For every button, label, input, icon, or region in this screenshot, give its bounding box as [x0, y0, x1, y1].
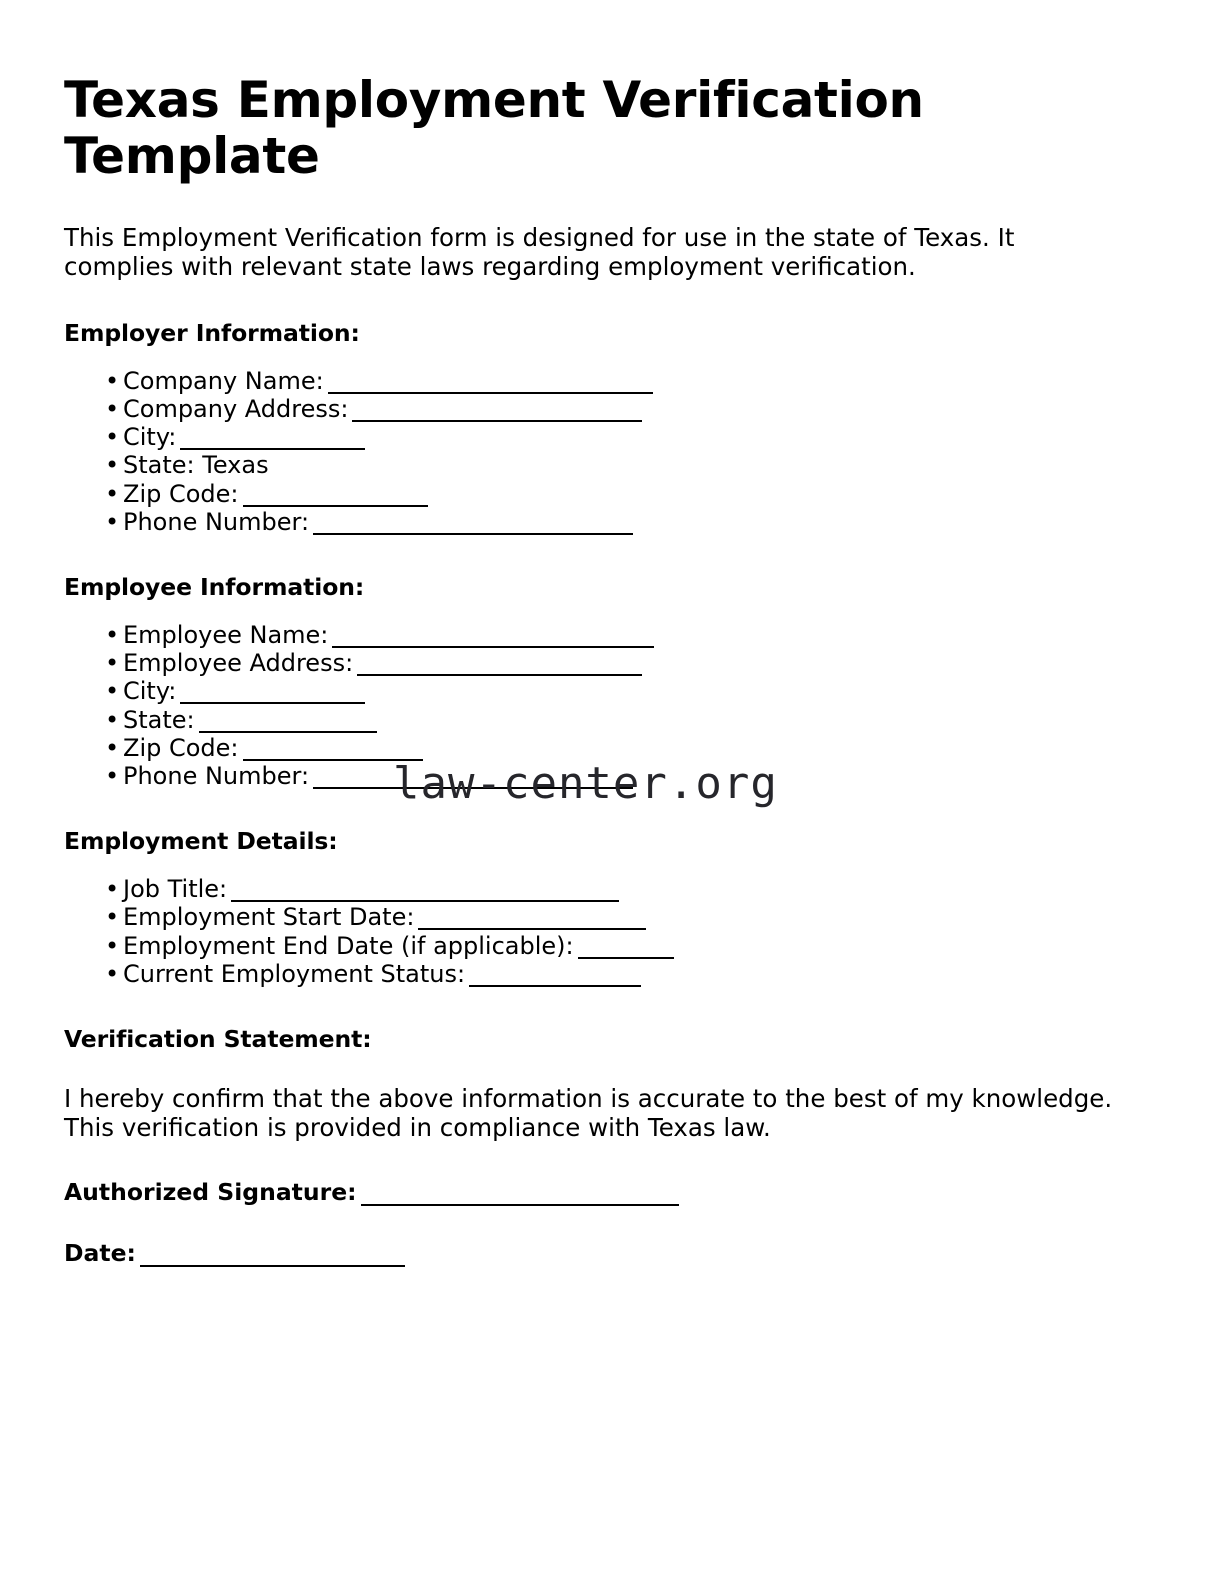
field-label: Phone Number: — [123, 762, 310, 791]
page-title: Texas Employment Verification Template — [64, 71, 924, 185]
field-label: Employment Start Date: — [123, 903, 415, 932]
list-item — [64, 508, 1149, 536]
field-label: City: — [123, 677, 177, 706]
field-blank[interactable] — [352, 420, 642, 422]
field-blank[interactable] — [180, 448, 365, 450]
field-value: Texas — [194, 451, 269, 480]
list-item — [64, 932, 1149, 960]
field-blank[interactable] — [357, 674, 642, 676]
list-item — [64, 762, 1149, 790]
list-item — [64, 480, 1149, 508]
list-item — [64, 395, 1149, 423]
employee-section-heading: Employee Information: — [64, 573, 365, 602]
list-item — [64, 451, 1149, 479]
field-label: State: — [123, 451, 195, 480]
authorized-signature-line — [64, 1178, 1149, 1206]
field-blank[interactable] — [313, 787, 633, 789]
field-blank[interactable] — [313, 533, 633, 535]
employment-details-field-list — [64, 875, 1149, 988]
field-blank[interactable] — [243, 759, 423, 761]
list-item — [64, 423, 1149, 451]
list-item — [64, 367, 1149, 395]
list-item — [64, 734, 1149, 762]
field-blank[interactable] — [578, 957, 674, 959]
field-label: Employee Address: — [123, 649, 354, 678]
field-label: City: — [123, 423, 177, 452]
authorized-signature-label: Authorized Signature: — [64, 1177, 357, 1206]
field-label: State: — [123, 705, 195, 734]
field-label: Employee Name: — [123, 621, 329, 650]
list-item — [64, 960, 1149, 988]
employer-section-heading: Employer Information: — [64, 318, 360, 347]
field-label: Phone Number: — [123, 507, 310, 536]
field-blank[interactable] — [231, 900, 619, 902]
employer-field-list — [64, 367, 1149, 536]
field-blank[interactable] — [418, 928, 646, 930]
list-item — [64, 875, 1149, 903]
authorized-signature-blank[interactable] — [361, 1204, 679, 1206]
field-label: Company Name: — [123, 366, 324, 395]
employment-details-section-heading: Employment Details: — [64, 827, 338, 856]
field-label: Zip Code: — [123, 479, 239, 508]
field-label: Employment End Date (if applicable): — [123, 931, 574, 960]
list-item — [64, 677, 1149, 705]
field-label: Current Employment Status: — [123, 959, 466, 988]
field-label: Job Title: — [123, 875, 228, 904]
date-line — [64, 1239, 1149, 1267]
field-label: Zip Code: — [123, 733, 239, 762]
field-blank[interactable] — [469, 985, 641, 987]
verification-statement-text: I hereby confirm that the above information is accurate to the best of my knowledge. This verification is provided in compliance with Texas law. — [64, 1084, 1113, 1142]
intro-paragraph: This Employment Verification form is designed for use in the state of Texas. It complies with relevant state laws regarding employment verification. — [64, 223, 1015, 281]
list-item — [64, 706, 1149, 734]
field-blank[interactable] — [332, 646, 654, 648]
list-item — [64, 621, 1149, 649]
list-item — [64, 649, 1149, 677]
list-item — [64, 903, 1149, 931]
document-content — [64, 72, 1149, 1267]
field-blank[interactable] — [328, 392, 653, 394]
field-blank[interactable] — [180, 702, 365, 704]
employee-field-list — [64, 621, 1149, 790]
site-watermark: law-center.org — [393, 758, 778, 809]
date-label: Date: — [64, 1238, 136, 1267]
verification-section-heading: Verification Statement: — [64, 1025, 372, 1054]
field-blank[interactable] — [199, 731, 377, 733]
field-label: Company Address: — [123, 395, 349, 424]
field-blank[interactable] — [243, 505, 428, 507]
date-blank[interactable] — [140, 1265, 405, 1267]
